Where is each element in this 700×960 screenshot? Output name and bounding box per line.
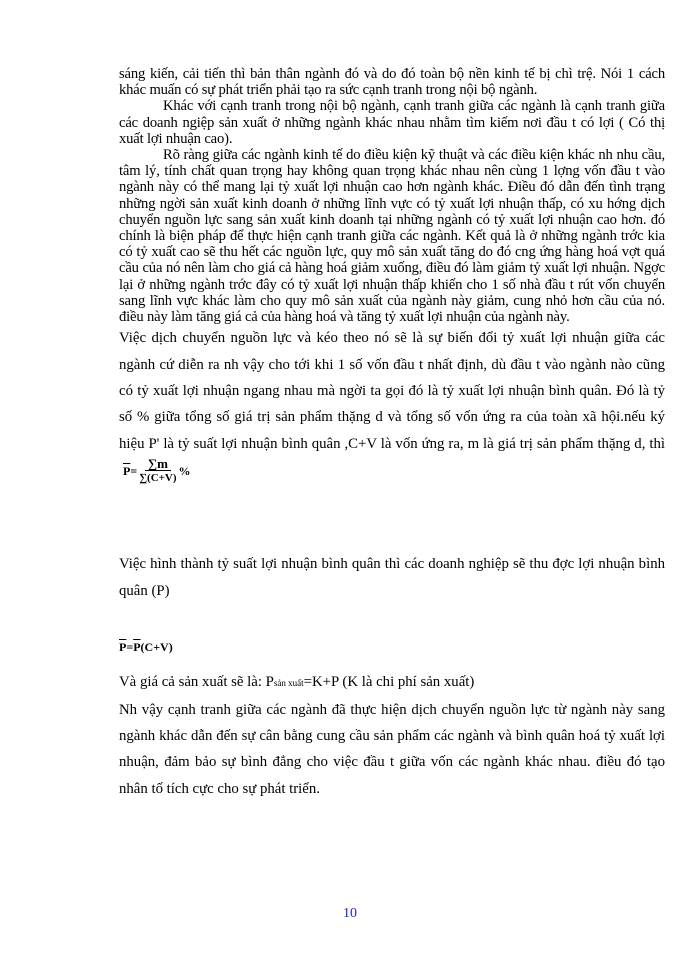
page-number: 10 [343,906,357,921]
formula1-denominator: ∑(C+V) [139,472,177,485]
price-line [119,669,665,696]
spacer [119,485,665,551]
formula1-percent: % [178,464,191,479]
price-line-pre: Và giá cả sản xuất sẽ là: P [119,674,274,691]
spacer [119,604,665,640]
tight-block [119,66,665,325]
price-line-sub: sản xuất [273,678,304,689]
price-line-post: =K+P (K là chi phí sản xuất) [303,674,475,691]
paragraph-conclusion: Nh vậy cạnh tranh giữa các ngành đã thực hiện dịch chuyển nguồn lực từ ngành này sang ngành khác dẫn đến sự cân bằng cung cầu sản phẩm các ngành và bình quân hoá tỷ xuất lợi nhuận, đảm bảo sự bình đẳng cho việc đầu t giữa vốn các ngành khác nhau. điều đó tạo nhân tố tích cực cho sự phát triển. [119,701,665,797]
formula1-numerator: ∑m [145,457,171,471]
paragraph-1: sáng kiến, cải tiến thì bản thân ngành đó và do đó toàn bộ nền kinh tế bị chì trệ. Nói 1 cách khác muấn có sự phát triển phải tạo ra sức cạnh tranh trong nội bộ ngành. [119,66,665,99]
average-profit-formula [119,640,665,655]
formula2-p: $\overline{P}$ [133,640,141,655]
paragraph-average-profit [119,325,665,485]
paragraph-formation: Việc hình thành tỷ suất lợi nhuận bình quân thì các doanh nghiệp sẽ thu đợc lợi nhuận bình quân (P) [119,556,665,599]
formula2-lhs: $\overline{P}$ [119,640,127,655]
profit-rate-formula [123,457,191,485]
loose-block [119,325,665,802]
formula1-lhs: $\overline{P}$ [123,464,131,479]
paragraph-average-profit-text: Việc dịch chuyển nguồn lực và kéo theo nó sẽ là sự biến đổi tỷ xuất lợi nhuận giữa các ngành cứ diễn ra nh vậy cho tới khi 1 số vốn đầu t nhất định, dù đầu t vào ngành nào cũng có tỷ xuất lợi nhuận ngang nhau mà ngời ta gọi đó là tỷ xuất lợi nhuận bình quân. Đó là tỷ số % giữa tổng số giá trị sản phẩm thặng d và tổng số vốn ứng ra của toàn xã hội.nếu ký hiệu P' là tỷ suất lợi nhuận bình quân ,C+V là vốn ứng ra, m là giá trị sản phẩm thặng d, thì [119,330,665,452]
paragraph-3: Rõ ràng giữa các ngành kinh tế do điều kiện kỹ thuật và các điều kiện khác nh nhu cầu, tâm lý, tính chất quan trọng hay không quan trọng khác nhau nên cùng 1 lợng vốn đầu t vào ngành này có thể mang lại tỷ xuất lợi nhuận cao hơn ngành khác. Điều đó dẫn đến tình trạng những ngời sản xuất kinh doanh ở những lĩnh vực có tỷ xuất lợi nhuận thấp, có xu hớng dịch chuyển nguồn lực sang sản xuất kinh doanh tại những ngành có tỷ xuất lợi nhuận cao hơn. đó chính là biện pháp để thực hiện cạnh tranh giữa các ngành. Kết quả là ở những ngành trớc kia có tỷ xuất cao sẽ thu hết các nguồn lực, quy mô sản xuất tăng do đó cng ứng hàng hoá vợt quá cầu của nó nên làm cho giá cả hàng hoá giảm xuống, điều đó làm giảm tỷ xuất lợi nhuận. Ngợc lại ở những ngành trớc đây có tỷ xuất lợi nhuận thấp khiến cho 1 số nhà đầu t rút vốn chuyển sang lĩnh vực khác làm cho quy mô sản xuất của ngành này giảm, cung nhỏ hơn cầu của nó. điều này làm tăng giá cả của hàng hoá và tăng tỷ xuất lợi nhuận của ngành này. [119,147,665,326]
formula1-fraction [139,457,176,485]
formula1-eq: = [130,464,138,479]
formula2-eq: = [126,640,134,655]
formula2-rest: (C+V) [140,640,173,655]
page-body [119,66,665,802]
paragraph-2: Khác với cạnh tranh trong nội bộ ngành, cạnh tranh giữa các ngành là cạnh tranh giữa các doanh ngiệp sản xuất ở những ngành khác nhau nhằm tìm kiếm nơi đầu t có lợi ( Có thị xuất lợi nhuận cao). [119,98,665,147]
